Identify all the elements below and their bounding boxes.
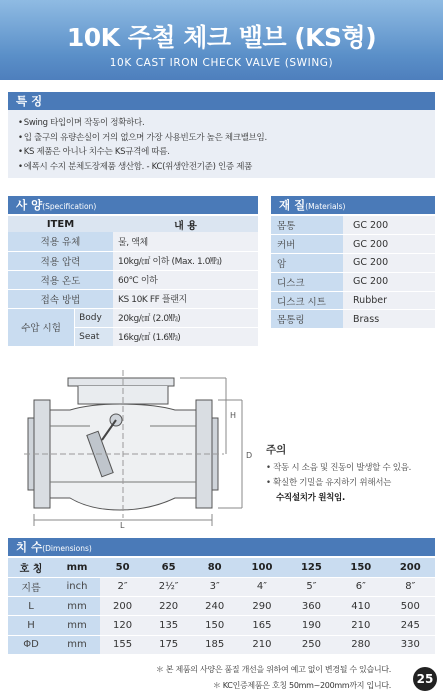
material-label: 디스크 시트 [271, 291, 343, 310]
dim-cell: 185 [192, 635, 237, 654]
footnote: ＊ 본 제품의 사양은 품질 개선을 위하여 예고 없이 변경될 수 있습니다. [155, 665, 391, 674]
spec-sub-label: Body [75, 308, 113, 327]
materials-heading-en: (Materials) [305, 202, 346, 211]
spec-label: 적용 압력 [8, 251, 113, 270]
dim-cell: 5″ [287, 577, 336, 596]
caution-title: 주의 [266, 444, 287, 456]
table-row [8, 251, 258, 270]
dim-header-cell: 65 [145, 558, 192, 577]
dim-cell: 410 [336, 597, 385, 616]
spec-heading-en: (Specification) [42, 202, 97, 211]
table-row [8, 270, 258, 289]
dim-header-cell: 100 [237, 558, 286, 577]
material-value: GC 200 [343, 272, 435, 291]
dim-label-h: H [230, 411, 237, 420]
dim-row-unit: mm [54, 616, 100, 635]
dim-cell: 165 [237, 616, 286, 635]
dim-cell: 250 [287, 635, 336, 654]
spec-heading-text: 사 양 [16, 198, 43, 212]
dim-row-label: 지름 [8, 577, 54, 596]
table-header-row [8, 558, 435, 577]
dim-cell: 155 [100, 635, 145, 654]
dim-header-cell: 호 칭 [8, 558, 54, 577]
dim-cell: 3″ [192, 577, 237, 596]
material-value: Brass [343, 310, 435, 329]
material-label: 몸통링 [271, 310, 343, 329]
table-row [271, 254, 435, 273]
spec-label: 수압 시험 [8, 308, 75, 346]
dim-cell: 360 [287, 597, 336, 616]
features-list [8, 110, 435, 178]
material-value: Rubber [343, 291, 435, 310]
dim-cell: 190 [287, 616, 336, 635]
table-row [271, 235, 435, 254]
dim-row-unit: mm [54, 597, 100, 616]
material-value: GC 200 [343, 235, 435, 254]
dim-cell: 135 [145, 616, 192, 635]
dim-cell: 2″ [100, 577, 145, 596]
table-row [271, 272, 435, 291]
spec-value: 16kg/㎠ (1.6㎫) [113, 327, 258, 346]
material-value: GC 200 [343, 254, 435, 273]
dim-label-d: D [246, 451, 253, 460]
table-row [8, 616, 435, 635]
dim-cell: 8″ [386, 577, 435, 596]
table-row [8, 635, 435, 654]
dim-header-cell: 80 [192, 558, 237, 577]
dim-cell: 500 [386, 597, 435, 616]
dimensions-heading [8, 538, 435, 556]
page-number: 25 [413, 667, 437, 691]
dim-row-label: L [8, 597, 54, 616]
dim-cell: 210 [336, 616, 385, 635]
dim-header-cell: mm [54, 558, 100, 577]
dim-cell: 210 [237, 635, 286, 654]
materials-heading-text: 재 질 [279, 198, 306, 212]
dim-cell: 175 [145, 635, 192, 654]
spec-label: 접속 방법 [8, 289, 113, 308]
dim-row-unit: inch [54, 577, 100, 596]
spec-value: 10kg/㎠ 이하 (Max. 1.0㎫) [113, 251, 258, 270]
dim-cell: 220 [145, 597, 192, 616]
dim-cell: 150 [192, 616, 237, 635]
spec-label: 적용 온도 [8, 270, 113, 289]
material-value: GC 200 [343, 216, 435, 235]
dim-header-cell: 200 [386, 558, 435, 577]
materials-heading [271, 196, 435, 214]
caution-line: • 확실한 기밀을 유지하기 위해서는 [266, 478, 392, 488]
table-row [8, 577, 435, 596]
table-row [8, 232, 258, 251]
feature-item: • 입 출구의 유량손실이 거의 없으며 가장 사용빈도가 높은 체크밸브임. [18, 131, 425, 146]
table-row [8, 289, 258, 308]
spec-value: KS 10K FF 플랜지 [113, 289, 258, 308]
material-label: 몸통 [271, 216, 343, 235]
dim-cell: 2½″ [145, 577, 192, 596]
dim-cell: 4″ [237, 577, 286, 596]
spec-value: 60℃ 이하 [113, 270, 258, 289]
features-heading-text: 특 징 [16, 94, 43, 108]
page-header [0, 0, 443, 80]
dimensions-heading-text: 치 수 [16, 540, 43, 554]
page-subtitle: 10K CAST IRON CHECK VALVE (SWING) [109, 57, 334, 69]
caution-line: 수직설치가 원칙임. [276, 493, 345, 503]
spec-table [8, 216, 258, 347]
material-label: 커버 [271, 235, 343, 254]
spec-value: 물, 액체 [113, 232, 258, 251]
dim-cell: 6″ [336, 577, 385, 596]
spec-col-item: ITEM [8, 216, 113, 232]
table-row [8, 597, 435, 616]
table-row [8, 308, 258, 327]
spec-sub-label: Seat [75, 327, 113, 346]
spec-heading [8, 196, 258, 214]
dim-cell: 330 [386, 635, 435, 654]
page-title: 10K 주철 체크 밸브 (KS형) [66, 23, 377, 52]
table-row [271, 310, 435, 329]
spec-label: 적용 유체 [8, 232, 113, 251]
dimensions-table [8, 558, 435, 655]
dim-header-cell: 125 [287, 558, 336, 577]
dim-cell: 290 [237, 597, 286, 616]
dim-row-unit: mm [54, 635, 100, 654]
spec-col-content: 내 용 [113, 216, 258, 232]
dim-cell: 280 [336, 635, 385, 654]
valve-drawing [20, 360, 260, 530]
table-row [271, 216, 435, 235]
dim-header-cell: 150 [336, 558, 385, 577]
feature-item: • KS 제품은 아니나 치수는 KS규격에 따름. [18, 145, 425, 160]
dim-header-cell: 50 [100, 558, 145, 577]
dim-label-l: L [120, 521, 125, 530]
dimensions-heading-en: (Dimensions) [42, 544, 92, 553]
dim-cell: 245 [386, 616, 435, 635]
dim-row-label: ΦD [8, 635, 54, 654]
caution-line: • 작동 시 소음 및 진동이 발생할 수 있음. [266, 463, 411, 473]
dim-cell: 200 [100, 597, 145, 616]
caution-box [266, 442, 441, 506]
features-heading [8, 92, 435, 110]
material-label: 암 [271, 254, 343, 273]
spec-value: 20kg/㎠ (2.0㎫) [113, 308, 258, 327]
dim-cell: 120 [100, 616, 145, 635]
table-row [271, 291, 435, 310]
dim-cell: 240 [192, 597, 237, 616]
dim-row-label: H [8, 616, 54, 635]
feature-item: • Swing 타입이며 작동이 정확하다. [18, 116, 425, 131]
materials-table [271, 216, 435, 329]
footnote: ＊ KC인증제품은 호칭 50mm~200mm까지 입니다. [212, 681, 391, 690]
feature-item: • 에폭시 수지 분체도장제품 생산함. - KC(위생안전기준) 인증 제품 [18, 160, 425, 175]
material-label: 디스크 [271, 272, 343, 291]
